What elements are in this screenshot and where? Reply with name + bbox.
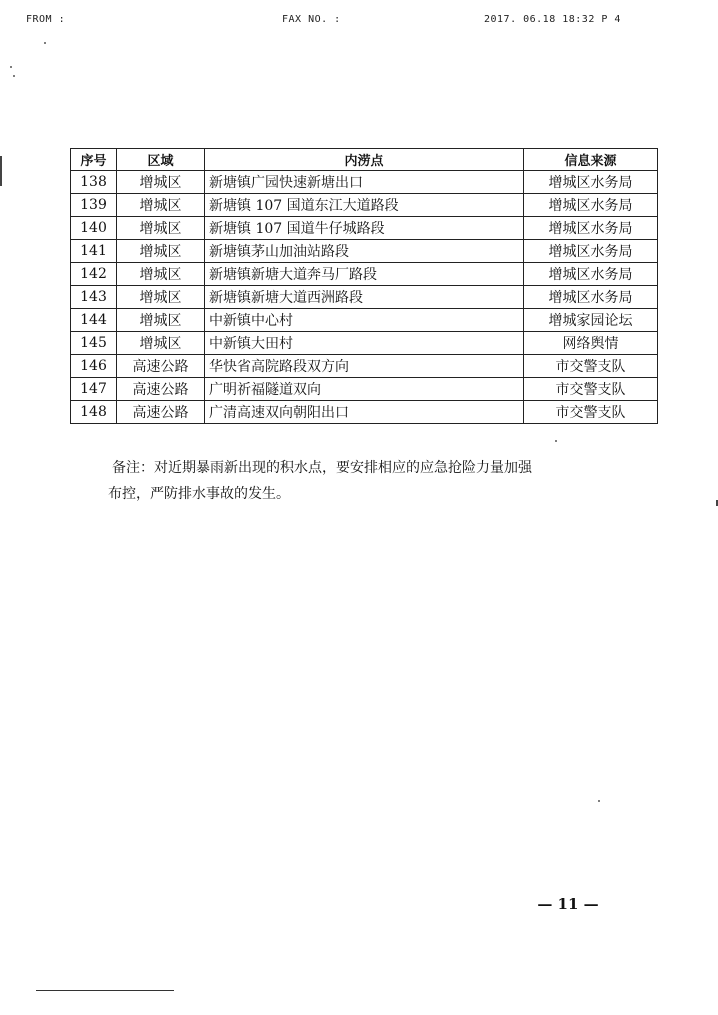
cell-source: 市交警支队 [524,401,658,424]
table-row [71,194,658,217]
cell-source: 市交警支队 [524,355,658,378]
scan-speck [598,800,600,802]
cell-point: 广明祈福隧道双向 [205,378,524,401]
header-point: 内涝点 [205,149,524,171]
table-row [71,309,658,332]
header-area: 区域 [117,149,205,171]
cell-area: 增城区 [117,263,205,286]
footer-divider [36,990,174,991]
table-row [71,401,658,424]
cell-point: 华快省高院路段双方向 [205,355,524,378]
cell-source: 网络舆情 [524,332,658,355]
scan-speck [10,66,12,68]
cell-point: 中新镇大田村 [205,332,524,355]
table-row [71,355,658,378]
cell-area: 增城区 [117,332,205,355]
fax-from-label: FROM : [26,14,66,25]
cell-point: 新塘镇 107 国道牛仔城路段 [205,217,524,240]
remark-line-1: 备注：对近期暴雨新出现的积水点，要安排相应的应急抢险力量加强 [112,460,532,476]
cell-source: 增城区水务局 [524,286,658,309]
cell-source: 增城区水务局 [524,240,658,263]
cell-serial: 148 [71,401,117,424]
cell-point: 广清高速双向朝阳出口 [205,401,524,424]
cell-point: 中新镇中心村 [205,309,524,332]
cell-area: 增城区 [117,240,205,263]
cell-serial: 141 [71,240,117,263]
table-row [71,286,658,309]
cell-area: 高速公路 [117,355,205,378]
table-row [71,263,658,286]
cell-area: 增城区 [117,309,205,332]
fax-datetime-page: 2017. 06.18 18:32 P 4 [484,14,621,25]
cell-source: 增城区水务局 [524,194,658,217]
cell-area: 增城区 [117,171,205,194]
cell-source: 市交警支队 [524,378,658,401]
cell-point: 新塘镇茅山加油站路段 [205,240,524,263]
cell-source: 增城区水务局 [524,217,658,240]
table-header-row [71,149,658,171]
cell-source: 增城区水务局 [524,263,658,286]
page-number: — 11 — [537,895,599,913]
cell-serial: 145 [71,332,117,355]
waterlogging-points-table [70,148,658,424]
cell-point: 新塘镇广园快速新塘出口 [205,171,524,194]
table-row [71,217,658,240]
fax-number-label: FAX NO. : [282,14,341,25]
table-row [71,378,658,401]
scan-speck [555,440,557,442]
table-row [71,240,658,263]
cell-serial: 146 [71,355,117,378]
cell-serial: 142 [71,263,117,286]
cell-serial: 139 [71,194,117,217]
cell-point: 新塘镇新塘大道西洲路段 [205,286,524,309]
remark-note [108,455,652,507]
cell-serial: 147 [71,378,117,401]
remark-line-2: 布控，严防排水事故的发生。 [108,486,290,502]
cell-area: 高速公路 [117,401,205,424]
cell-source: 增城区水务局 [524,171,658,194]
fax-header [0,14,718,30]
cell-area: 高速公路 [117,378,205,401]
table-row [71,171,658,194]
header-serial: 序号 [71,149,117,171]
cell-point: 新塘镇 107 国道东江大道路段 [205,194,524,217]
cell-source: 增城家园论坛 [524,309,658,332]
cell-point: 新塘镇新塘大道奔马厂路段 [205,263,524,286]
table-row [71,332,658,355]
cell-serial: 138 [71,171,117,194]
cell-serial: 140 [71,217,117,240]
cell-area: 增城区 [117,194,205,217]
cell-area: 增城区 [117,286,205,309]
header-source: 信息来源 [524,149,658,171]
scan-edge-mark [0,156,2,186]
cell-serial: 144 [71,309,117,332]
scan-speck [44,42,46,44]
cell-area: 增城区 [117,217,205,240]
scan-speck [13,75,15,77]
cell-serial: 143 [71,286,117,309]
